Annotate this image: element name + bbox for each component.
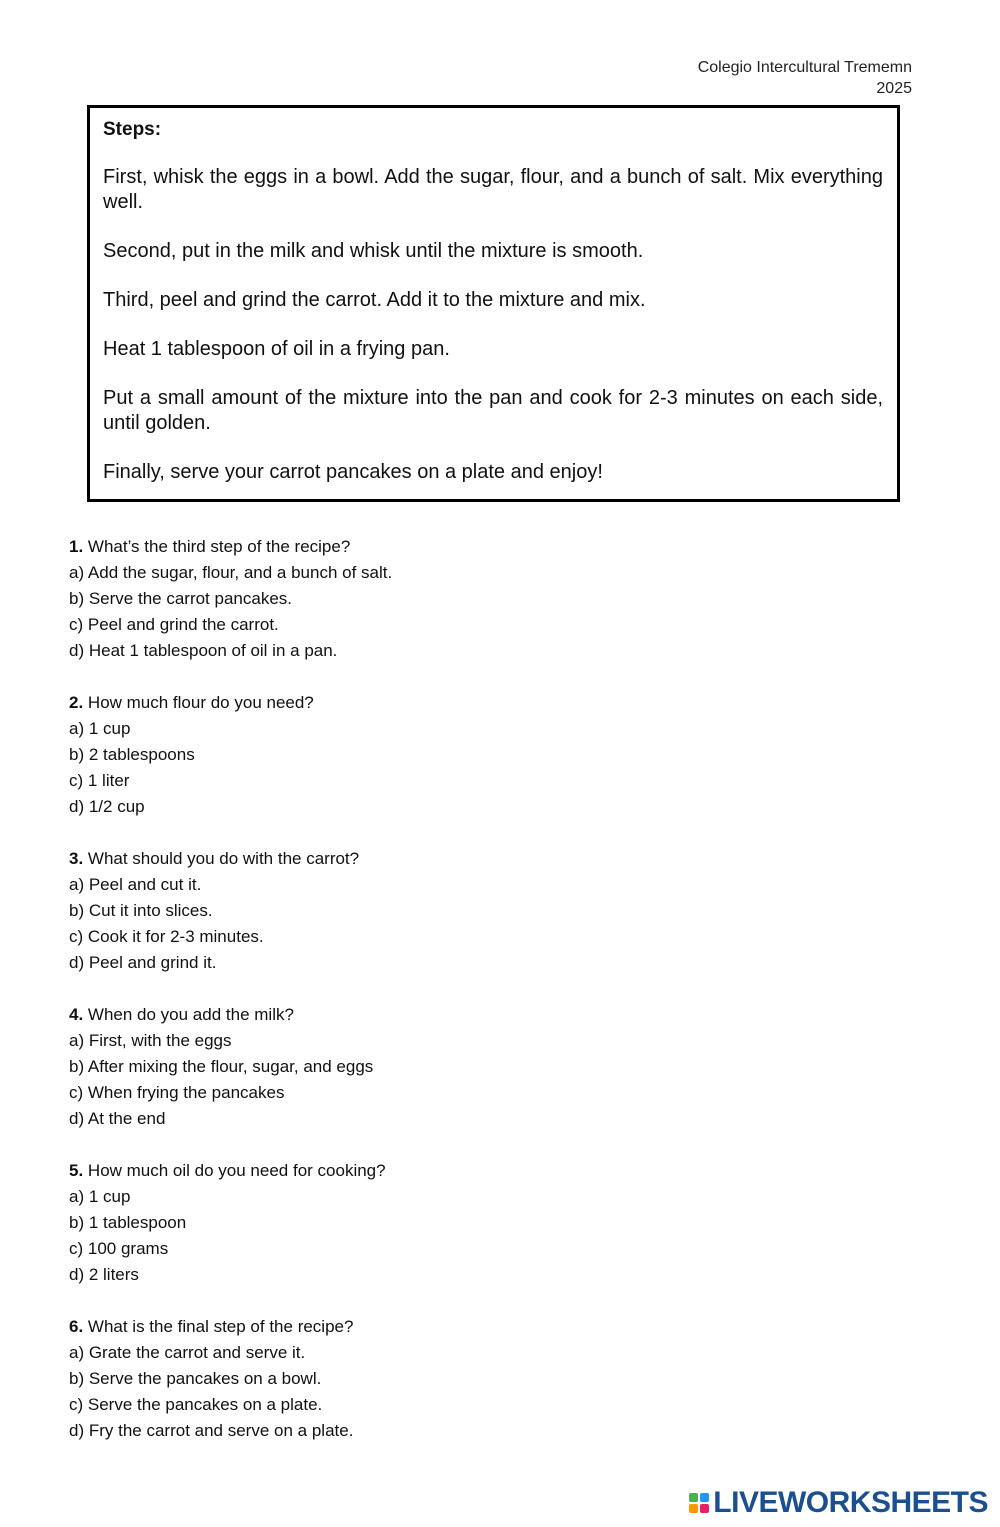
logo-icon: [689, 1493, 709, 1513]
question-prompt: [69, 690, 669, 716]
question-4: [69, 1002, 669, 1132]
answer-option[interactable]: a) Grate the carrot and serve it.: [69, 1343, 306, 1362]
answer-option[interactable]: b) Serve the carrot pancakes.: [69, 589, 293, 608]
answer-option[interactable]: d) At the end: [69, 1109, 166, 1128]
answer-option[interactable]: d) Peel and grind it.: [69, 953, 217, 972]
question-text: What’s the third step of the recipe?: [83, 537, 351, 556]
answer-option[interactable]: b) After mixing the flour, sugar, and eggs: [69, 1057, 374, 1076]
answer-option[interactable]: a) 1 cup: [69, 1187, 131, 1206]
step-1: First, whisk the eggs in a bowl. Add the sugar, flour, and a bunch of salt. Mix everything well.: [103, 166, 883, 213]
question-list: [69, 534, 669, 1470]
question-6: [69, 1314, 669, 1444]
answer-option[interactable]: d) 1/2 cup: [69, 797, 145, 816]
question-prompt: [69, 1314, 669, 1340]
liveworksheets-logo: [689, 1486, 988, 1520]
question-prompt: [69, 534, 669, 560]
recipe-steps-box: [87, 105, 900, 502]
answer-option[interactable]: b) 2 tablespoons: [69, 745, 195, 764]
logo-square: [700, 1493, 709, 1502]
question-text: How much flour do you need?: [83, 693, 314, 712]
question-text: How much oil do you need for cooking?: [83, 1161, 386, 1180]
question-5: [69, 1158, 669, 1288]
question-text: What is the final step of the recipe?: [83, 1317, 354, 1336]
question-text: When do you add the milk?: [83, 1005, 294, 1024]
school-year: 2025: [876, 80, 912, 97]
question-number: 5.: [69, 1161, 84, 1180]
logo-square: [689, 1493, 698, 1502]
school-name: Colegio Intercultural Trememn: [697, 59, 912, 76]
answer-option[interactable]: a) Peel and cut it.: [69, 875, 202, 894]
answer-option[interactable]: b) Cut it into slices.: [69, 901, 213, 920]
answer-option[interactable]: a) Add the sugar, flour, and a bunch of salt.: [69, 563, 393, 582]
answer-option[interactable]: c) Peel and grind the carrot.: [69, 615, 279, 634]
answer-option[interactable]: d) Fry the carrot and serve on a plate.: [69, 1421, 354, 1440]
question-number: 6.: [69, 1317, 84, 1336]
logo-square: [700, 1504, 709, 1513]
question-text: What should you do with the carrot?: [83, 849, 360, 868]
step-4: Heat 1 tablespoon of oil in a frying pan.: [103, 338, 450, 360]
question-1: [69, 534, 669, 664]
question-number: 1.: [69, 537, 84, 556]
answer-option[interactable]: b) 1 tablespoon: [69, 1213, 187, 1232]
step-3: Third, peel and grind the carrot. Add it to the mixture and mix.: [103, 289, 646, 311]
answer-option[interactable]: c) When frying the pancakes: [69, 1083, 285, 1102]
answer-option[interactable]: c) Cook it for 2-3 minutes.: [69, 927, 264, 946]
steps-title: Steps:: [103, 119, 162, 140]
question-2: [69, 690, 669, 820]
answer-option[interactable]: d) Heat 1 tablespoon of oil in a pan.: [69, 641, 338, 660]
answer-option[interactable]: b) Serve the pancakes on a bowl.: [69, 1369, 322, 1388]
question-prompt: [69, 1158, 669, 1184]
answer-option[interactable]: a) First, with the eggs: [69, 1031, 232, 1050]
logo-text: LIVEWORKSHEETS: [713, 1486, 988, 1519]
question-number: 2.: [69, 693, 84, 712]
answer-option[interactable]: c) 100 grams: [69, 1239, 169, 1258]
step-2: Second, put in the milk and whisk until the mixture is smooth.: [103, 240, 644, 262]
document-header: [698, 57, 912, 99]
step-5: Put a small amount of the mixture into the pan and cook for 2-3 minutes on each side, until golden.: [103, 387, 883, 434]
answer-option[interactable]: c) 1 liter: [69, 771, 130, 790]
answer-option[interactable]: c) Serve the pancakes on a plate.: [69, 1395, 323, 1414]
question-prompt: [69, 846, 669, 872]
answer-option[interactable]: d) 2 liters: [69, 1265, 139, 1284]
step-6: Finally, serve your carrot pancakes on a plate and enjoy!: [103, 461, 603, 483]
question-number: 4.: [69, 1005, 84, 1024]
question-number: 3.: [69, 849, 84, 868]
question-prompt: [69, 1002, 669, 1028]
answer-option[interactable]: a) 1 cup: [69, 719, 131, 738]
logo-square: [689, 1504, 698, 1513]
question-3: [69, 846, 669, 976]
